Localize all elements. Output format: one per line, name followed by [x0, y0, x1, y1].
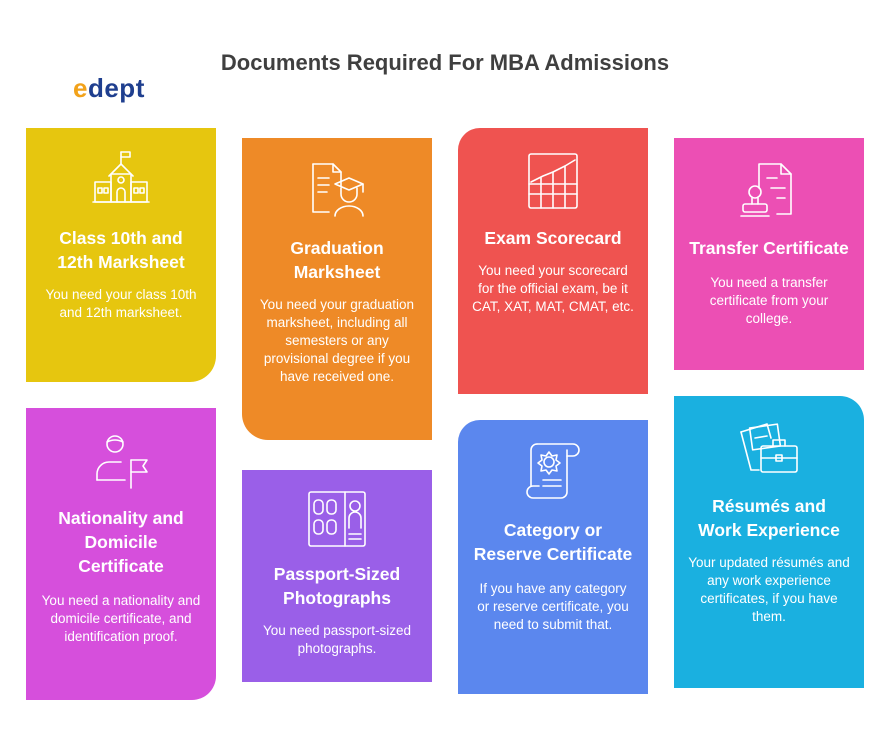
card-description: If you have any category or reserve certificate, you need to submit that. [477, 581, 629, 632]
chart-scorecard-icon [521, 148, 585, 212]
briefcase-documents-icon [737, 416, 801, 480]
scroll-certificate-icon [521, 440, 585, 504]
card-title: Résumés and Work Experience [698, 496, 840, 540]
photo-frames-icon [305, 488, 369, 552]
card-description: You need your graduation marksheet, including all semesters or any provisional degree if you have received one. [259, 297, 415, 384]
card-graduation-marksheet [242, 138, 432, 440]
stamped-document-icon [737, 158, 801, 222]
card-description: You need a nationality and domicile certificate, and identification proof. [41, 593, 201, 644]
card-category-reserve [458, 420, 648, 694]
card-description: You need your scorecard for the official exam, be it CAT, XAT, MAT, CMAT, etc. [472, 263, 634, 314]
card-description: You need your class 10th and 12th marksheet. [45, 287, 197, 320]
edept-logo: edept [73, 73, 145, 103]
card-passport-photographs [242, 470, 432, 682]
card-title: Graduation Marksheet [290, 238, 384, 282]
graduate-document-icon [305, 158, 369, 222]
card-class-10-12-marksheet [26, 128, 216, 382]
person-flag-icon [89, 428, 153, 492]
card-resumes-work-experience [674, 396, 864, 688]
card-description: You need passport-sized photographs. [262, 623, 412, 656]
card-description: You need a transfer certificate from your college. [709, 275, 829, 326]
page-title: Documents Required For MBA Admissions [220, 50, 670, 75]
card-exam-scorecard [458, 128, 648, 394]
card-title: Category or Reserve Certificate [473, 520, 633, 564]
card-title: Passport-Sized Photographs [273, 564, 401, 608]
card-title: Exam Scorecard [484, 228, 622, 248]
card-title: Class 10th and 12th Marksheet [57, 228, 185, 272]
card-title: Transfer Certificate [689, 238, 849, 258]
card-title: Nationality and Domicile Certificate [58, 508, 184, 576]
card-transfer-certificate [674, 138, 864, 370]
school-building-icon [89, 146, 153, 210]
card-description: Your updated résumés and any work experience certificates, if you have them. [688, 555, 850, 624]
card-nationality-domicile [26, 408, 216, 700]
